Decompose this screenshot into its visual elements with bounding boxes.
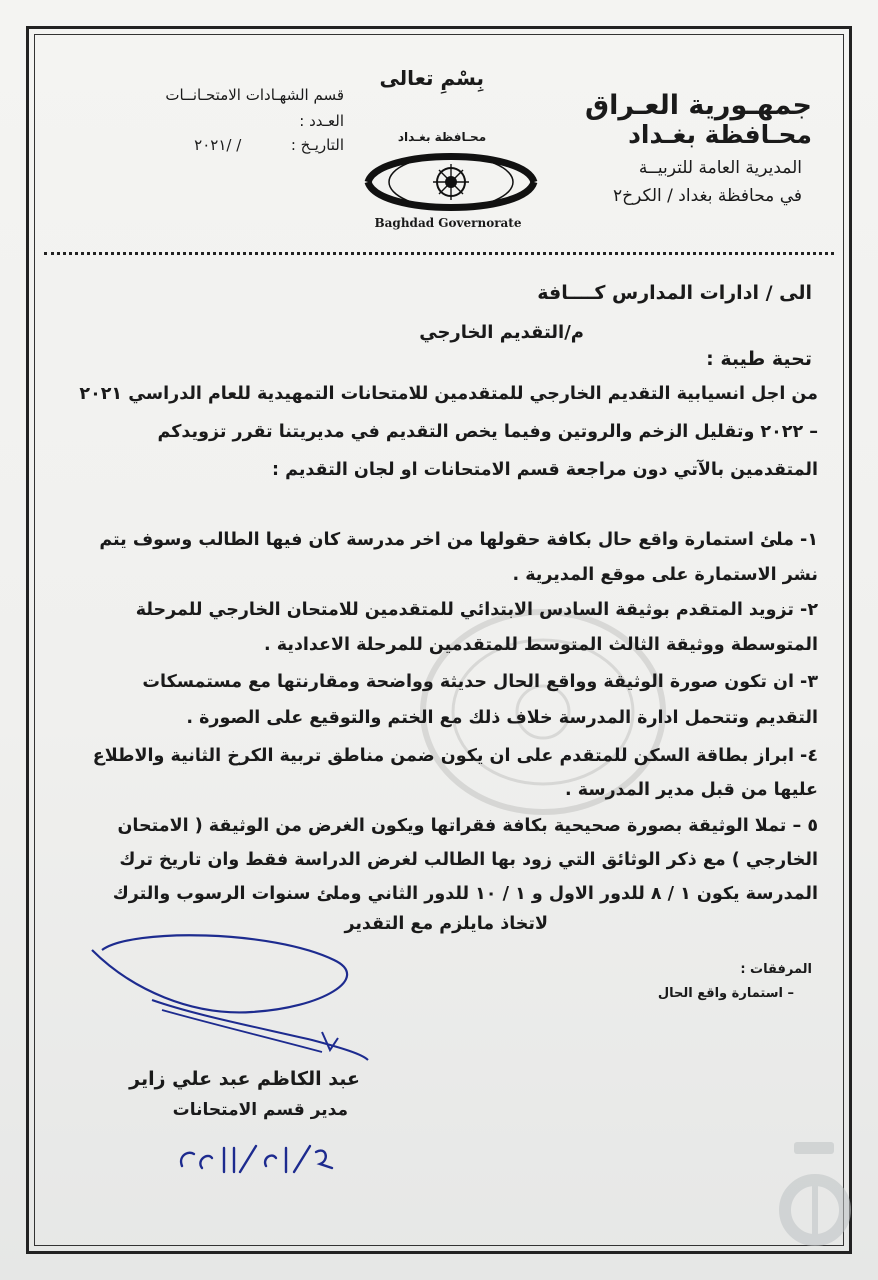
- item-1-line: ١- ملئ استمارة واقع حال بكافة حقولها من اخر مدرسة كان فيها الطالب وسوف يتم: [99, 530, 818, 550]
- item-3-line: التقديم وتتحمل ادارة المدرسة خلاف ذلك مع الختم والتوقيع على الصورة .: [186, 708, 818, 728]
- header-directorate: المديرية العامة للتربيــة: [638, 158, 802, 178]
- item-2-line: المتوسطة ووثيقة الثالث المتوسط للمتقدمين للمرحلة الاعدادية .: [264, 635, 818, 655]
- item-5-line: لاتخاذ مايلزم مع التقدير: [344, 914, 548, 934]
- signature-scribble: [72, 920, 372, 1070]
- attachment-item: – استمارة واقع الحال: [657, 986, 794, 1001]
- header-district: في محافظة بغداد / الكرخ٢: [612, 186, 802, 206]
- header-date-row: [72, 136, 344, 154]
- handwritten-date: [176, 1138, 336, 1178]
- item-4-line: ٤- ابراز بطاقة السكن للمتقدم على ان يكون ضمن مناطق تربية الكرخ الثانية والاطلاع: [92, 746, 818, 766]
- logo-governorate-ar: محـافظة بغـداد: [397, 130, 487, 144]
- item-5-line: الخارجي ) مع ذكر الوثائق التي زود بها الطالب لغرض الدراسة فقط وان تاريخ ترك: [119, 850, 818, 870]
- header-country: جمهـورية العـراق: [584, 90, 812, 121]
- item-5-line: ٥ – تملا الوثيقة بصورة صحيحية بكافة فقراتها ويكون الغرض من الوثيقة ( الامتحان: [117, 816, 818, 836]
- item-1-line: نشر الاستمارة على موقع المديرية .: [512, 565, 818, 585]
- header-divider: [44, 252, 834, 255]
- item-2-line: ٢- تزويد المتقدم بوثيقة السادس الابتدائي للمتقدمين للامتحان الخارجي للمرحلة: [135, 600, 818, 620]
- item-4-line: عليها من قبل مدير المدرسة .: [565, 780, 818, 800]
- item-3-line: ٣- ان تكون صورة الوثيقة وواقع الحال حديثة وواضحة ومقارنتها مع مستمسكات: [142, 672, 818, 692]
- recipient-line: الى / ادارات المدارس كــــافة: [537, 282, 812, 304]
- intro-line: من اجل انسيابية التقديم الخارجي للمتقدمين للامتحانات التمهيدية للعام الدراسي ٢٠٢١: [79, 384, 818, 404]
- header-department: قسم الشهـادات الامتحـانــات: [165, 86, 344, 104]
- header-governorate: محـافظة بغـداد: [628, 120, 812, 149]
- logo-bismillah: بِسْمِ تعالى: [379, 66, 484, 90]
- attachments-label: المرفقات :: [740, 962, 812, 977]
- corner-watermark-logo: [770, 1136, 860, 1266]
- intro-line: المتقدمين بالآتي دون مراجعة قسم الامتحانات او لجان التقديم :: [272, 460, 818, 480]
- intro-line: – ٢٠٢٢ وتقليل الزخم والروتين وفيما يخص التقديم في مديريتنا تقرر تزويدكم: [157, 422, 818, 442]
- signatory-name: عبد الكاظم عبد علي زاير: [129, 1068, 360, 1090]
- signatory-title: مدير قسم الامتحانات: [172, 1100, 348, 1120]
- item-5-line: المدرسة يكون ١ / ٨ للدور الاول و ١ / ١٠ للدور الثاني وملئ سنوات الرسوب والترك: [112, 884, 818, 904]
- header-date-label: التاريـخ :: [290, 136, 344, 154]
- governorate-emblem-icon: [358, 142, 544, 220]
- logo-caption-en: Baghdad Governorate: [374, 216, 522, 230]
- header-date-value: / /٢٠٢١: [194, 136, 242, 154]
- subject-line: م/التقديم الخارجي: [419, 322, 584, 343]
- greeting-line: تحية طيبة :: [706, 348, 812, 370]
- header-number-label: العـدد :: [299, 112, 344, 130]
